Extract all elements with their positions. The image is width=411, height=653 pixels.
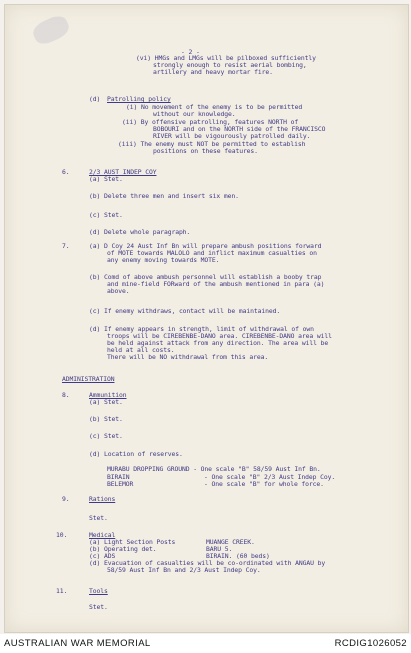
- text-line: (b) Delete three men and insert six men.: [89, 192, 239, 200]
- document-page: [4, 4, 409, 633]
- text-line: 2/3 AUST INDEP COY: [89, 168, 157, 176]
- text-line: MUANGE CREEK.: [206, 538, 255, 546]
- text-line: artillery and heavy mortar fire.: [153, 68, 273, 76]
- text-line: 11.: [56, 587, 68, 595]
- text-line: - One scale "B" 2/3 Aust Indep Coy.: [204, 473, 336, 481]
- text-line: (d) Location of reserves.: [89, 450, 183, 458]
- text-line: positions on these features.: [153, 147, 258, 155]
- text-line: 58/59 Aust Inf Bn and 2/3 Aust Indep Coy.: [107, 566, 261, 574]
- text-line: 8.: [62, 391, 70, 399]
- text-line: Patrolling policy: [107, 95, 171, 103]
- text-line: RIVER will be vigourously patrolled daily.: [153, 132, 311, 140]
- text-line: 6.: [62, 168, 70, 176]
- text-line: (b) Stet.: [89, 415, 123, 423]
- text-line: (d) Delete whole paragraph.: [89, 228, 191, 236]
- text-line: (d) If enemy appears in strength, limit of withdrawal of own: [89, 325, 314, 333]
- text-line: (a) Stet.: [89, 398, 123, 406]
- footer-reference: RCDIG1026052: [334, 638, 407, 649]
- text-line: (c) ADS: [89, 552, 116, 560]
- ink-stain: [30, 12, 72, 47]
- text-line: (c) Stet.: [89, 211, 123, 219]
- text-line: (d) Evacuation of casualties will be co-ordinated with ANGAU by: [89, 559, 326, 567]
- text-line: Rations: [89, 495, 116, 503]
- text-line: ADMINISTRATION: [62, 375, 115, 383]
- text-line: BIRAIN. (60 beds): [206, 552, 270, 560]
- text-line: above.: [107, 287, 130, 295]
- text-line: (d): [89, 95, 104, 103]
- text-line: MURABU DROPPING GROUND - One scale "B" 58/59 Aust Inf Bn.: [107, 465, 321, 473]
- text-line: (i) No movement of the enemy is to be permitted: [126, 103, 303, 111]
- text-line: (c) If enemy withdraws, contact will be maintained.: [89, 307, 281, 315]
- text-line: Medical: [89, 531, 116, 539]
- text-line: (a) Light Section Posts: [89, 538, 176, 546]
- text-line: (a) D Coy 24 Aust Inf Bn will prepare ambush positions forward: [89, 242, 322, 250]
- text-line: Ammunition: [89, 391, 127, 399]
- text-line: - One scale "B" for whole force.: [204, 480, 324, 488]
- text-line: 9.: [62, 495, 70, 503]
- text-line: 7.: [62, 242, 70, 250]
- text-line: BELEMOR: [107, 480, 134, 488]
- footer-institution: AUSTRALIAN WAR MEMORIAL: [4, 638, 151, 649]
- text-line: Tools: [89, 587, 108, 595]
- text-line: be held against attack from any direction. The area will be: [107, 339, 329, 347]
- text-line: without our knowledge.: [153, 110, 236, 118]
- text-line: (b) Comd of above ambush personnel will establish a booby trap: [89, 273, 322, 281]
- text-line: and mine-field FORward of the ambush mentioned in para (a): [107, 280, 325, 288]
- text-line: (ii) By offensive patrolling, features NORTH of: [122, 118, 299, 126]
- text-line: (a) Stet.: [89, 175, 123, 183]
- text-line: Stet.: [89, 514, 108, 522]
- text-line: held at all costs.: [107, 346, 175, 354]
- text-line: (vi) HMGs and LMGs will be pilboxed sufficiently: [136, 54, 316, 62]
- text-line: of MOTE towards MALOLO and inflict maximum casualties on: [107, 249, 317, 257]
- text-line: (c) Stet.: [89, 432, 123, 440]
- text-line: any enemy moving towards MOTE.: [107, 256, 220, 264]
- text-line: troops will be CIREBENBE-DANO area. CIREBENBE-DANO area will: [107, 332, 332, 340]
- text-line: BIRAIN: [107, 473, 130, 481]
- text-line: 10.: [56, 531, 68, 539]
- text-line: BARU 5.: [206, 545, 233, 553]
- text-line: (b) Operating det.: [89, 545, 157, 553]
- text-line: BOBOURI and on the NORTH side of the FRANCISCO: [153, 125, 326, 133]
- text-line: There will be NO withdrawal from this area.: [107, 353, 269, 361]
- text-line: (iii) The enemy must NOT be permitted to establish: [118, 140, 306, 148]
- archive-footer: [0, 634, 411, 653]
- text-line: strongly enough to resist aerial bombing,: [153, 61, 307, 69]
- text-line: Stet.: [89, 603, 108, 611]
- page-number: - 2 -: [181, 48, 200, 56]
